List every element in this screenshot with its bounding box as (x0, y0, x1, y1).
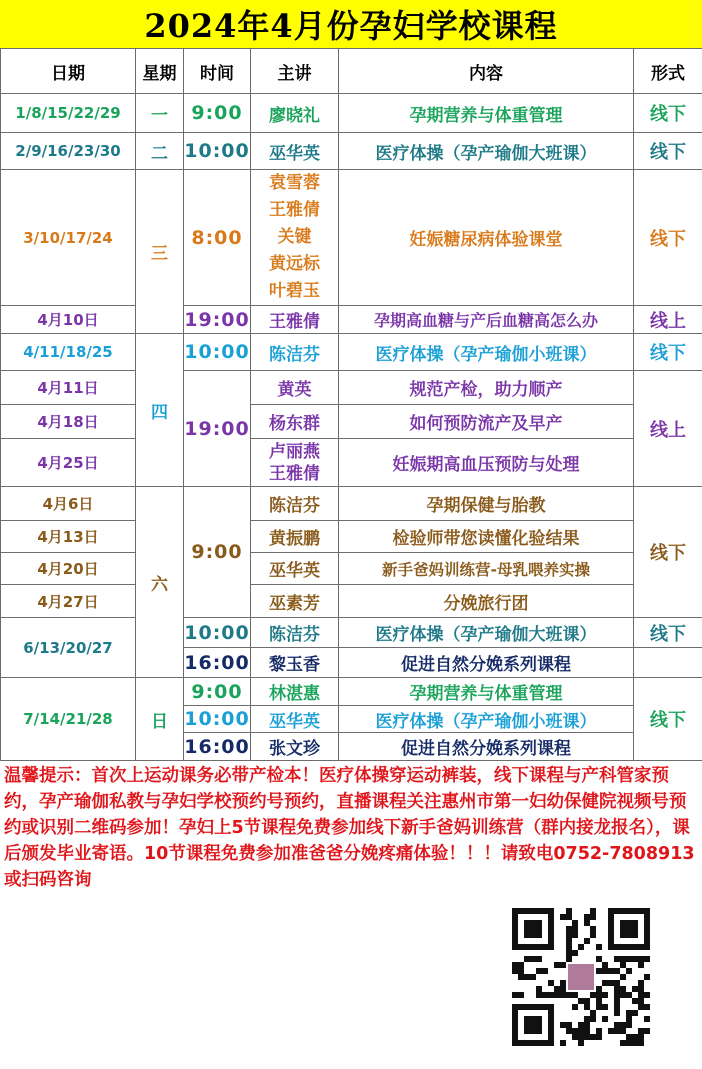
date-cell: 1/8/15/22/29 (1, 94, 136, 133)
header-date: 日期 (1, 49, 136, 94)
time-cell: 8:00 (184, 170, 251, 306)
table-row (1, 678, 702, 706)
date-cell: 3/10/17/24 (1, 170, 136, 306)
table-row (1, 439, 702, 487)
date-cell: 6/13/20/27 (1, 618, 136, 678)
lecturer-cell (251, 170, 339, 306)
table-row (1, 133, 702, 170)
lecturer-cell: 陈洁芬 (251, 618, 339, 648)
date-cell: 4月13日 (1, 521, 136, 553)
lecturer-cell: 黄英 (251, 371, 339, 405)
time-cell: 9:00 (184, 487, 251, 618)
form-cell: 线下 (634, 334, 702, 371)
header-content: 内容 (339, 49, 634, 94)
lecturer-cell: 王雅倩 (251, 306, 339, 334)
lecturer-cell: 陈洁芬 (251, 334, 339, 371)
lecturer-name: 黄远标 (269, 254, 320, 274)
content-cell: 孕期高血糖与产后血糖高怎么办 (339, 306, 634, 334)
lecturer-cell: 巫华英 (251, 553, 339, 585)
form-cell: 线上 (634, 306, 702, 334)
form-cell: 线下 (634, 487, 702, 618)
weekday-cell: 日 (136, 678, 184, 761)
lecturer-cell: 巫华英 (251, 133, 339, 170)
lecturer-cell: 黄振鹏 (251, 521, 339, 553)
table-row (1, 371, 702, 405)
time-cell: 19:00 (184, 306, 251, 334)
date-cell: 2/9/16/23/30 (1, 133, 136, 170)
header-lecturer: 主讲 (251, 49, 339, 94)
lecturer-name: 王雅倩 (269, 463, 320, 484)
weekday-cell: 三 (136, 170, 184, 334)
lecturer-cell: 廖晓礼 (251, 94, 339, 133)
table-row (1, 94, 702, 133)
date-cell: 4月10日 (1, 306, 136, 334)
table-row (1, 170, 702, 306)
table-row (1, 334, 702, 371)
content-cell: 医疗体操（孕产瑜伽大班课） (339, 133, 634, 170)
time-cell: 19:00 (184, 371, 251, 487)
table-row (1, 487, 702, 521)
lecturer-cell: 巫华英 (251, 706, 339, 733)
lecturer-cell: 陈洁芬 (251, 487, 339, 521)
content-cell: 促进自然分娩系列课程 (339, 733, 634, 761)
lecturer-cell: 林湛惠 (251, 678, 339, 706)
content-cell: 妊娠糖尿病体验课堂 (339, 170, 634, 306)
form-cell: 线下 (634, 133, 702, 170)
date-cell: 4月11日 (1, 371, 136, 405)
time-cell: 10:00 (184, 618, 251, 648)
date-cell: 7/14/21/28 (1, 678, 136, 761)
table-header-row (1, 49, 702, 94)
page-title: 2024年4月份孕妇学校课程 (0, 0, 702, 48)
form-cell: 线下 (634, 170, 702, 306)
header-form: 形式 (634, 49, 702, 94)
lecturer-name: 袁雪蓉 (269, 173, 320, 193)
time-cell: 16:00 (184, 648, 251, 678)
content-cell: 医疗体操（孕产瑜伽小班课） (339, 706, 634, 733)
table-row (1, 553, 702, 585)
time-cell: 10:00 (184, 133, 251, 170)
lecturer-cell: 巫素芳 (251, 585, 339, 618)
header-day: 星期 (136, 49, 184, 94)
content-cell: 妊娠期高血压预防与处理 (339, 439, 634, 487)
table-row (1, 618, 702, 648)
weekday-cell: 四 (136, 334, 184, 487)
table-row (1, 405, 702, 439)
content-cell: 促进自然分娩系列课程 (339, 648, 634, 678)
weekday-cell: 六 (136, 487, 184, 678)
lecturer-cell: 黎玉香 (251, 648, 339, 678)
date-cell: 4/11/18/25 (1, 334, 136, 371)
lecturer-cell: 张文珍 (251, 733, 339, 761)
table-row (1, 521, 702, 553)
time-cell: 10:00 (184, 706, 251, 733)
weekday-cell: 二 (136, 133, 184, 170)
content-cell: 检验师带您读懂化验结果 (339, 521, 634, 553)
lecturer-name: 卢丽燕 (269, 441, 320, 462)
header-time: 时间 (184, 49, 251, 94)
form-cell: 线下 (634, 618, 702, 648)
form-cell-empty (634, 648, 702, 678)
content-cell: 如何预防流产及早产 (339, 405, 634, 439)
content-cell: 孕期保健与胎教 (339, 487, 634, 521)
lecturer-name: 王雅倩 (269, 200, 320, 220)
form-cell: 线下 (634, 678, 702, 761)
date-cell: 4月18日 (1, 405, 136, 439)
content-cell: 新手爸妈训练营-母乳喂养实操 (339, 553, 634, 585)
lecturer-name: 叶碧玉 (269, 281, 320, 301)
form-cell: 线上 (634, 371, 702, 487)
qr-code-icon (512, 908, 650, 1046)
time-cell: 10:00 (184, 334, 251, 371)
date-cell: 4月27日 (1, 585, 136, 618)
schedule-table (0, 48, 702, 761)
lecturer-cell: 杨东群 (251, 405, 339, 439)
content-cell: 规范产检，助力顺产 (339, 371, 634, 405)
time-cell: 16:00 (184, 733, 251, 761)
time-cell: 9:00 (184, 678, 251, 706)
lecturer-cell (251, 439, 339, 487)
time-cell: 9:00 (184, 94, 251, 133)
lecturer-name: 关键 (277, 227, 312, 247)
content-cell: 医疗体操（孕产瑜伽大班课） (339, 618, 634, 648)
weekday-cell: 一 (136, 94, 184, 133)
content-cell: 医疗体操（孕产瑜伽小班课） (339, 334, 634, 371)
date-cell: 4月20日 (1, 553, 136, 585)
date-cell: 4月25日 (1, 439, 136, 487)
date-cell: 4月6日 (1, 487, 136, 521)
tips-text: 温馨提示：首次上运动课务必带产检本！医疗体操穿运动裤装，线下课程与产科管家预约，孕产瑜伽私教与孕妇学校预约号预约，直播课程关注惠州市第一妇幼保健院视频号预约或识别二维码参加！孕妇上5节课程免费参加线下新手爸妈训练营（群内接龙报名），课后颁发毕业寄语。10节课程免费参加准爸爸分娩疼痛体验！！！请致电0752-7808913或扫码咨询 (4, 766, 695, 890)
content-cell: 分娩旅行团 (339, 585, 634, 618)
table-row (1, 306, 702, 334)
content-cell: 孕期营养与体重管理 (339, 94, 634, 133)
content-cell: 孕期营养与体重管理 (339, 678, 634, 706)
form-cell: 线下 (634, 94, 702, 133)
table-row (1, 585, 702, 618)
